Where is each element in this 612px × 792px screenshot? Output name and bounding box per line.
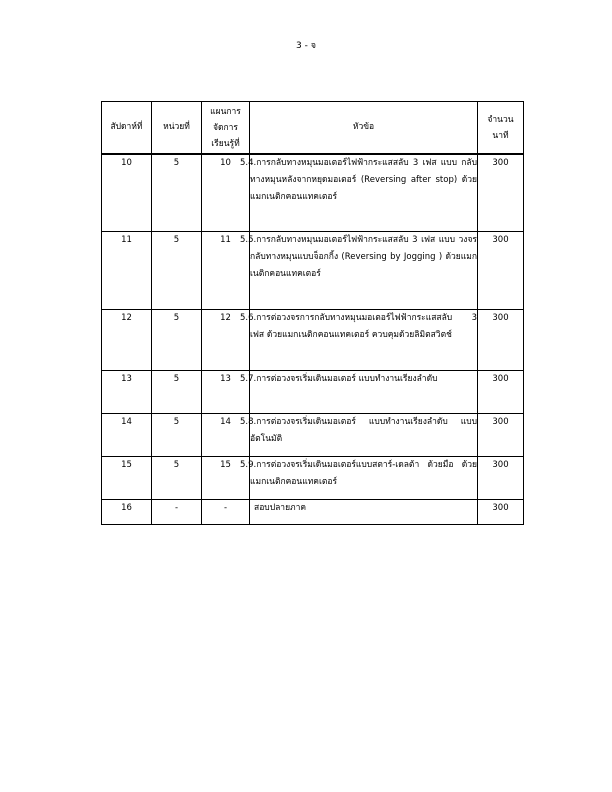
cell-unit: 5 [152, 414, 202, 457]
cell-topic: 5.9.การต่อวงจรเริ่มเดินมอเตอร์แบบสตาร์-เดลต้า ด้วยมือ ด้วยแมกเนติกคอนแทคเตอร์ [250, 457, 478, 500]
cell-unit: 5 [152, 310, 202, 371]
schedule-table [101, 101, 524, 525]
header-plan [202, 102, 250, 155]
cell-unit: 5 [152, 232, 202, 310]
cell-minutes: 300 [478, 457, 524, 500]
cell-plan: 14 [202, 414, 250, 457]
header-week: สัปดาห์ที่ [102, 102, 152, 155]
cell-topic: 5.8.การต่อวงจรเริ่มเดินมอเตอร์ แบบทำงานเรียงลำดับ แบบอัตโนมัติ [250, 414, 478, 457]
table-row [102, 457, 524, 500]
cell-minutes: 300 [478, 310, 524, 371]
header-topic: หัวข้อ [250, 102, 478, 155]
cell-topic: 5.4.การกลับทางหมุนมอเตอร์ไฟฟ้ากระแสสลับ 3 เฟส แบบ กลับทางหมุนหลังจากหยุดมอเตอร์ (Reversing after stop) ด้วยแมกเนติกคอนแทคเตอร์ [250, 154, 478, 232]
table-row [102, 310, 524, 371]
header-minutes-line: นาที [492, 130, 509, 141]
cell-week: 12 [102, 310, 152, 371]
cell-topic: 5.6.การต่อวงจรการกลับทางหมุนมอเตอร์ไฟฟ้ากระแสสลับ 3 เฟส ด้วยแมกเนติกคอนแทคเตอร์ ควบคุมด้วยลิมิตสวิตช์ [250, 310, 478, 371]
cell-week: 13 [102, 371, 152, 414]
cell-minutes: 300 [478, 414, 524, 457]
table-row [102, 414, 524, 457]
cell-minutes: 300 [478, 232, 524, 310]
cell-week: 11 [102, 232, 152, 310]
header-minutes [478, 102, 524, 155]
cell-plan: 10 [202, 154, 250, 232]
cell-unit: 5 [152, 154, 202, 232]
cell-week: 10 [102, 154, 152, 232]
table-row [102, 232, 524, 310]
cell-plan: 15 [202, 457, 250, 500]
cell-plan: - [202, 500, 250, 525]
cell-topic: 5.7.การต่อวงจรเริ่มเดินมอเตอร์ แบบทำงานเรียงลำดับ [250, 371, 478, 414]
header-plan-line: จัดการ [213, 122, 238, 133]
table-header-row [102, 102, 524, 155]
cell-week: 15 [102, 457, 152, 500]
cell-topic: สอบปลายภาค [250, 500, 478, 525]
table-row [102, 154, 524, 232]
cell-unit: 5 [152, 371, 202, 414]
cell-week: 14 [102, 414, 152, 457]
cell-week: 16 [102, 500, 152, 525]
cell-topic: 5.5.การกลับทางหมุนมอเตอร์ไฟฟ้ากระแสสลับ 3 เฟส แบบ วงจรกลับทางหมุนแบบจ็อกกิ้ง (Reversing by Jogging ) ด้วยแมกเนติกคอนแทคเตอร์ [250, 232, 478, 310]
cell-minutes: 300 [478, 500, 524, 525]
cell-minutes: 300 [478, 154, 524, 232]
cell-plan: 13 [202, 371, 250, 414]
cell-plan: 12 [202, 310, 250, 371]
cell-minutes: 300 [478, 371, 524, 414]
table-row [102, 371, 524, 414]
cell-plan: 11 [202, 232, 250, 310]
header-minutes-line: จำนวน [487, 114, 514, 125]
header-plan-line: แผนการ [210, 106, 241, 117]
table-row [102, 500, 524, 525]
page-number: 3 - จ [296, 41, 316, 51]
header-unit: หน่วยที่ [152, 102, 202, 155]
cell-unit: 5 [152, 457, 202, 500]
cell-unit: - [152, 500, 202, 525]
header-plan-line: เรียนรู้ที่ [211, 138, 240, 149]
